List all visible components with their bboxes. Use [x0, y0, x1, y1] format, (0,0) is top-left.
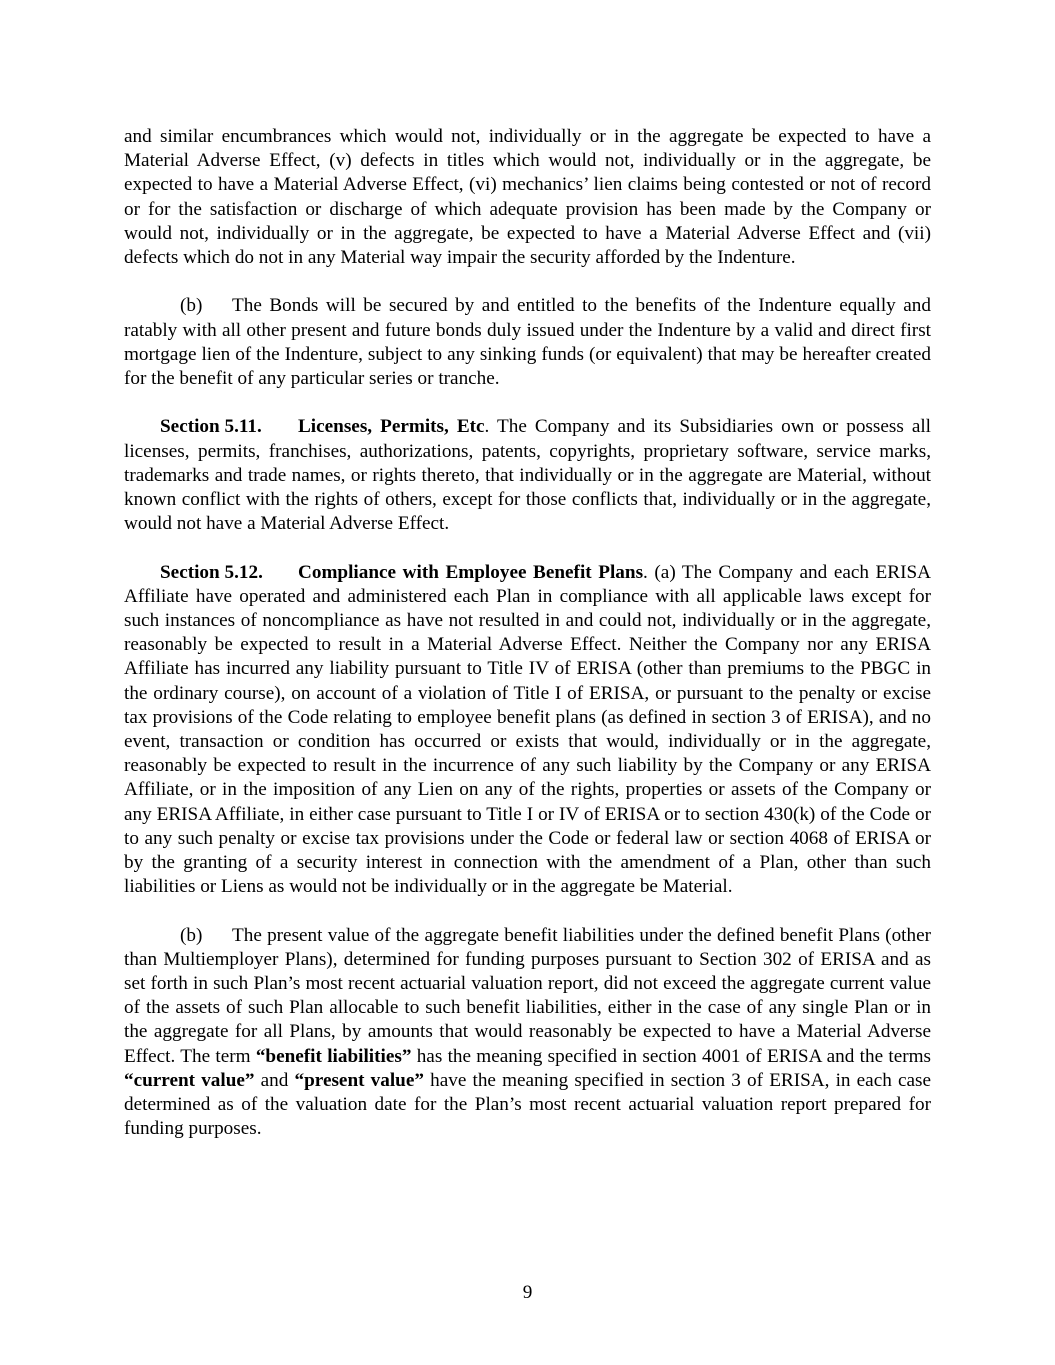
section-5-11: [124, 415, 931, 536]
section-5-12: [124, 561, 931, 900]
paragraph-text: has the meaning specified in section 4001 of ERISA and the terms: [411, 1045, 932, 1067]
section-title: Compliance with Employee Benefit Plans: [298, 561, 644, 583]
subsection-label: (b): [180, 924, 203, 946]
defined-term-current-value: “current value”: [124, 1069, 255, 1091]
paragraph-b-present-value: [124, 924, 931, 1142]
page-number: 9: [522, 1282, 533, 1303]
paragraph-text: The present value of the aggregate benefit liabilities under the defined benefit Plans (other than Multiemployer Plans), determined for funding purposes pursuant to Section 302 of ERISA and as set forth in such Plan’s most recent actuarial valuation report, did not exceed the aggregate current value of the assets of such Plan allocable to such benefit liabilities, either in the case of any single Plan or in the aggregate for all Plans, by amounts that would reasonably be expected to have a Material Adverse Effect. The term: [124, 924, 931, 1067]
paragraph-b-bonds: [124, 294, 931, 391]
paragraph-text: and: [254, 1069, 295, 1091]
section-text: . (a) The Company and each ERISA Affiliate have operated and administered each Plan in compliance with all applicable laws except for such instances of noncompliance as have not resulted in and could not, individually or in the aggregate, reasonably be expected to result in a Material Adverse Effect. Neither the Company nor any ERISA Affiliate has incurred any liability pursuant to Title IV of ERISA (other than premiums to the PBGC in the ordinary course), on account of a violation of Title I of ERISA, or pursuant to the penalty or excise tax provisions of the Code relating to employee benefit plans (as defined in section 3 of ERISA), and no event, transaction or condition has occurred or exists that would, individually or in the aggregate, reasonably be expected to result in the incurrence of any such liability by the Company or any ERISA Affiliate, or in the imposition of any Lien on any of the rights, properties or assets of the Company or any ERISA Affiliate, in either case pursuant to Title I or IV of ERISA or to section 430(k) of the Code or to any such penalty or excise tax provisions under the Code or federal law or section 4068 of ERISA or by the granting of a security interest in connection with the amendment of a Plan, other than such liabilities or Liens as would not be individually or in the aggregate be Material.: [124, 561, 931, 898]
paragraph-text: have the meaning specified in section 3 of ERISA, in each case determined as of the valuation date for the Plan’s most recent actuarial valuation report prepared for funding purposes.: [124, 1069, 931, 1140]
document-page: [124, 125, 931, 1166]
paragraph-continuation: [124, 125, 931, 270]
defined-term-present-value: “present value”: [294, 1069, 424, 1091]
paragraph-text: and similar encumbrances which would not, individually or in the aggregate be expected to have a Material Adverse Effect, (v) defects in titles which would not, individually or in the aggregate, be expected to have a Material Adverse Effect, (vi) mechanics’ lien claims being contested or not of record or for the satisfaction or discharge of which adequate provision has been made by the Company or would not, individually or in the aggregate, be expected to have a Material Adverse Effect and (vii) defects which do not in any Material way impair the security afforded by the Indenture.: [124, 126, 931, 269]
section-title: Licenses, Permits, Etc: [298, 416, 485, 438]
subsection-label: (b): [180, 295, 203, 317]
section-text: . The Company and its Subsidiaries own or possess all licenses, permits, franchises, authorizations, patents, copyrights, proprietary software, service marks, trademarks and trade names, or rights thereto, that individually or in the aggregate are Material, without known conflict with the rights of others, except for those conflicts that, individually or in the aggregate, would not have a Material Adverse Effect.: [124, 416, 931, 535]
paragraph-text: The Bonds will be secured by and entitled to the benefits of the Indenture equally and ratably with all other present and future bonds duly issued under the Indenture by a valid and direct first mortgage lien of the Indenture, subject to any sinking funds (or equivalent) that may be hereafter created for the benefit of any particular series or tranche.: [124, 295, 931, 390]
section-number: Section 5.12.: [160, 561, 263, 583]
defined-term-benefit-liabilities: “benefit liabilities”: [255, 1045, 412, 1067]
section-number: Section 5.11.: [160, 416, 262, 438]
